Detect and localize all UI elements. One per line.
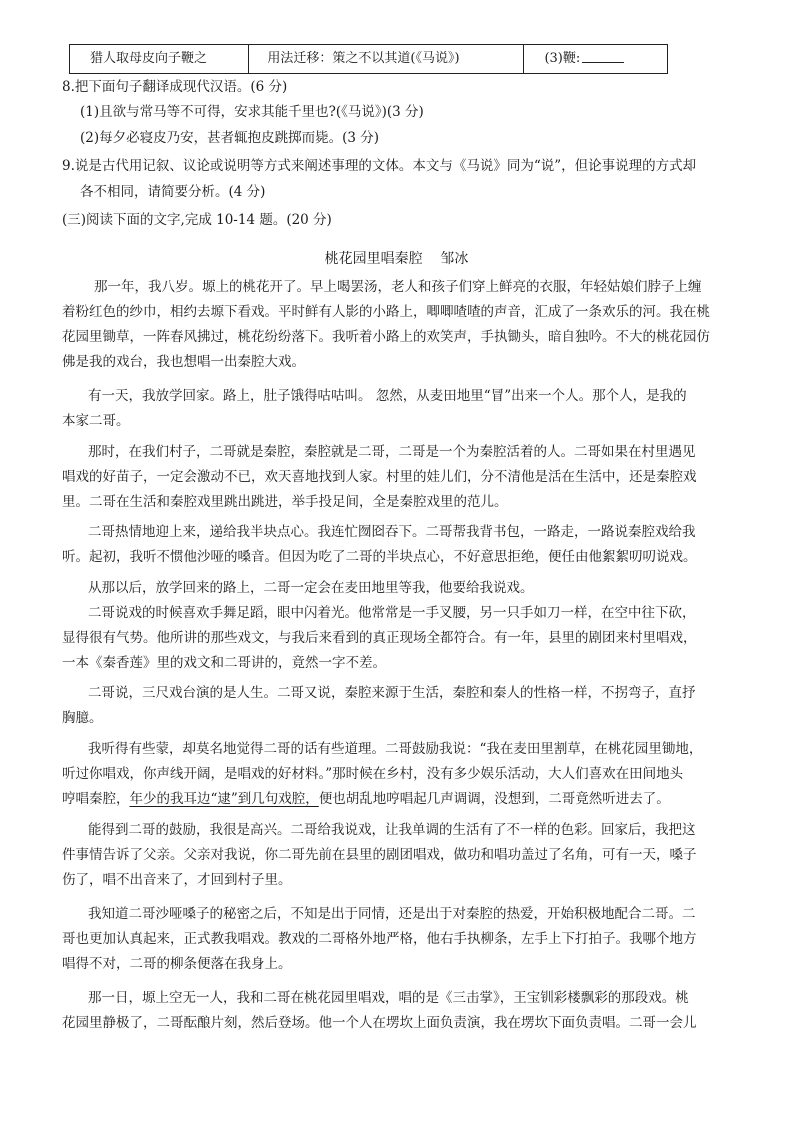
table-cell-answer xyxy=(524,45,667,73)
article-line: 我听得有些蒙，却莫名地觉得二哥的话有些道理。二哥鼓励我说：“我在麦田里割草，在桃花园里锄地， xyxy=(88,741,703,757)
article-line: 里。二哥在生活和秦腔戏里跳出跳进，举手投足间，全是秦腔戏里的范儿。 xyxy=(62,494,508,510)
table-cell-answer-label: (3)鞭: xyxy=(544,51,581,66)
underlined-sentence: 年少的我耳边“逮”到几句戏腔， xyxy=(129,791,319,807)
article-line: 那时，在我们村子，二哥就是秦腔，秦腔就是二哥，二哥是一个为秦腔活着的人。二哥如果在村里遇见 xyxy=(88,444,696,460)
table-cell-source xyxy=(70,45,249,73)
article-line: 听过你唱戏，你声线开阔，是唱戏的好材料。”那时候在乡村，没有多少娱乐活动，大人们喜欢在田间地头 xyxy=(62,766,684,782)
table-cell-transfer-text: 用法迁移：策之不以其道(《马说》) xyxy=(267,51,460,66)
answer-blank xyxy=(582,48,624,63)
article-line: 花园里锄草，一阵春风拂过，桃花纷纷落下。我听着小路上的欢笑声，手执锄头，暗自独吟。不大的桃花园仿 xyxy=(62,329,710,345)
article-line: 着粉红色的纱巾，相约去塬下看戏。平时鲜有人影的小路上，唧唧喳喳的声音，汇成了一条欢乐的河。我在桃 xyxy=(62,304,710,320)
article-line: 本家二哥。 xyxy=(62,413,130,429)
article-line-segment: 哼唱秦腔， xyxy=(62,791,130,807)
article-heading xyxy=(0,249,793,269)
article-line: 唱得不对，二哥的柳条便落在我身上。 xyxy=(62,956,292,972)
article-line: 二哥热情地迎上来，递给我半块点心。我连忙囫囵吞下。二哥帮我背书包，一路走，一路说秦腔戏给我 xyxy=(88,524,696,540)
article-line: 听。起初，我听不惯他沙哑的嗓音。但因为吃了二哥的半块点心，不好意思拒绝，便任由他絮絮叨叨说戏。 xyxy=(62,549,697,565)
article-line: 那一日，塬上空无一人，我和二哥在桃花园里唱戏，唱的是《三击掌》，王宝钏彩楼飘彩的那段戏。桃 xyxy=(88,990,689,1006)
article-line: 二哥说戏的时候喜欢手舞足蹈，眼中闪着光。他常常是一手叉腰，另一只手如刀一样，在空中往下砍， xyxy=(88,605,696,621)
question-9-line-1: 9.说是古代用记叙、议论或说明等方式来阐述事理的文体。本文与《马说》同为“说”，但论事说理的方式却 xyxy=(62,158,697,174)
article-line xyxy=(62,789,670,809)
question-8-1: (1)且欲与常马等不可得，安求其能千里也?(《马说》)(3 分) xyxy=(80,104,424,120)
article-line: 胸臆。 xyxy=(62,710,103,726)
article-line: 那一年，我八岁。塬上的桃花开了。早上喝罢汤，老人和孩子们穿上鲜亮的衣服，年轻姑娘们脖子上缠 xyxy=(94,279,702,295)
article-line: 能得到二哥的鼓励，我很是高兴。二哥给我说戏，让我单调的生活有了不一样的色彩。回家后，我把这 xyxy=(88,822,696,838)
answer-table-row xyxy=(69,44,668,74)
article-line: 佛是我的戏台，我也想唱一出秦腔大戏。 xyxy=(62,354,305,370)
article-line-segment: 便也胡乱地哼唱起几声调调，没想到，二哥竟然听进去了。 xyxy=(318,791,670,807)
question-8-2: (2)每夕必寝皮乃安，甚者辄抱皮跳掷而毙。(3 分) xyxy=(80,130,380,146)
article-title: 桃花园里唱秦腔 xyxy=(324,251,423,267)
article-line: 唱戏的好苗子，一定会激动不已，欢天喜地找到人家。村里的娃儿们，分不清他是活在生活中，还是秦腔戏 xyxy=(62,469,697,485)
article-line: 从那以后，放学回来的路上，二哥一定会在麦田地里等我，他要给我说戏。 xyxy=(88,580,534,596)
article-line: 一本《秦香莲》里的戏文和二哥讲的，竟然一字不差。 xyxy=(62,655,386,671)
table-cell-source-text: 猎人取母皮向子鞭之 xyxy=(90,51,208,66)
question-9-line-2: 各不相同，请简要分析。(4 分) xyxy=(80,184,266,200)
question-8: 8.把下面句子翻译成现代汉语。(6 分) xyxy=(62,79,288,95)
article-line: 显得很有气势。他所讲的那些戏文，与我后来看到的真正现场全都符合。有一年，县里的剧团来村里唱戏， xyxy=(62,630,697,646)
article-line: 花园里静极了，二哥酝酿片刻，然后登场。他一个人在塄坎上面负责演，我在塄坎下面负责唱。二哥一会儿 xyxy=(62,1015,697,1031)
table-cell-transfer xyxy=(249,45,524,73)
section-3-heading: (三)阅读下面的文字,完成 10-14 题。(20 分) xyxy=(62,212,332,228)
article-line: 有一天，我放学回家。路上，肚子饿得咕咕叫。 忽然，从麦田地里“冒”出来一个人。那个人，是我的 xyxy=(88,388,687,404)
article-line: 哥也更加认真起来，正式教我唱戏。教戏的二哥格外地严格，他右手执柳条，左手上下打拍子。我哪个地方 xyxy=(62,931,697,947)
article-line: 件事情告诉了父亲。父亲对我说，你二哥先前在县里的剧团唱戏，做功和唱功盖过了名角，可有一天，嗓子 xyxy=(62,847,697,863)
article-line: 我知道二哥沙哑嗓子的秘密之后，不知是出于同情，还是出于对秦腔的热爱，开始积极地配合二哥。二 xyxy=(88,906,696,922)
article-line: 伤了，唱不出音来了，才回到村子里。 xyxy=(62,872,292,888)
article-author: 邹冰 xyxy=(440,251,469,267)
article-line: 二哥说，三尺戏台演的是人生。二哥又说，秦腔来源于生活，秦腔和秦人的性格一样，不拐弯子，直抒 xyxy=(88,685,696,701)
